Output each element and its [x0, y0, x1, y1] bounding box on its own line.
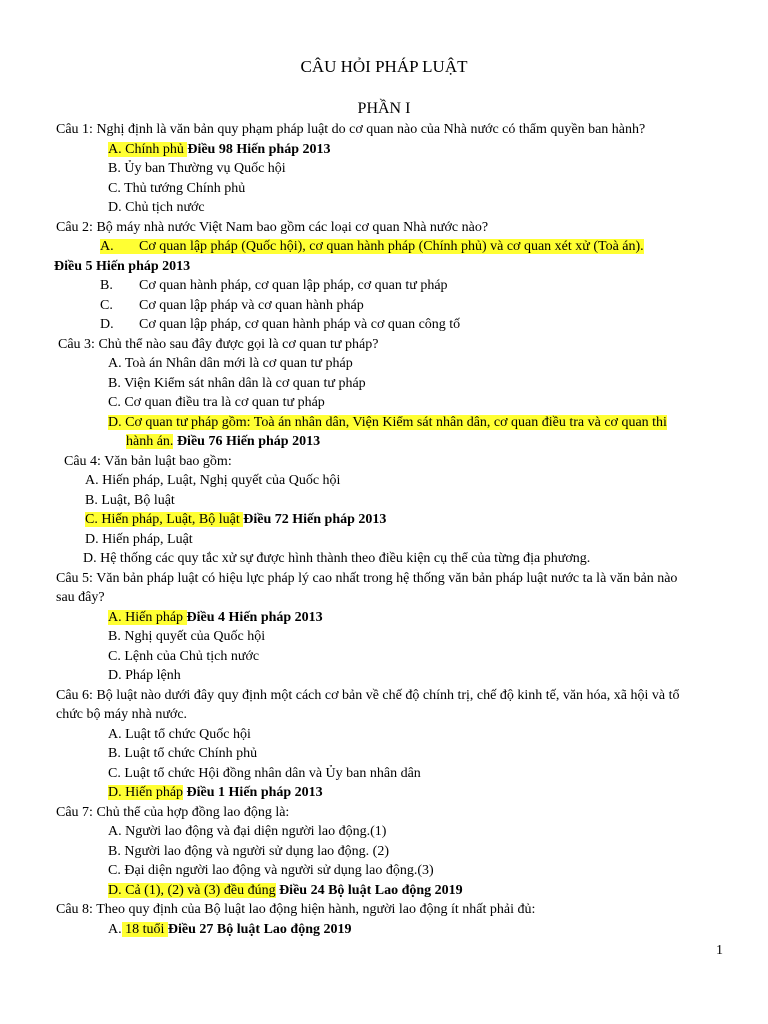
q2-answer-a: [56, 237, 736, 257]
legal-reference: Điều 5 Hiến pháp 2013: [54, 258, 191, 274]
q6-answer-b: B. Luật tổ chức Chính phủ: [108, 746, 258, 761]
q6-answer-a: A. Luật tổ chức Quốc hội: [108, 726, 251, 742]
legal-reference: Điều 24 Bộ luật Lao động 2019: [275, 882, 463, 898]
question-4: Câu 4: Văn bản luật bao gồm:: [64, 453, 232, 469]
question-5: Câu 5: Văn bản pháp luật có hiệu lực pháp lý cao nhất trong hệ thống văn bản pháp luật nước ta là văn bản nào: [56, 570, 678, 586]
q7-answer-b: B. Người lao động và người sử dụng lao động. (2): [108, 843, 389, 859]
question-1: Câu 1: Nghị định là văn bản quy phạm pháp luật do cơ quan nào của Nhà nước có thẩm quyền ban hành?: [56, 122, 646, 137]
answer-label: D.: [100, 317, 114, 332]
legal-reference: Điều 98 Hiến pháp 2013: [187, 141, 331, 157]
q2-answer-c: [56, 296, 736, 316]
answer-label: B.: [100, 278, 113, 293]
correct-answer-highlight: C. Hiến pháp, Luật, Bộ luật: [85, 512, 244, 527]
q2-answer-d: [56, 315, 736, 335]
q1-answer-a: [56, 140, 736, 160]
correct-answer-highlight: A. Chính phủ: [108, 141, 188, 157]
q1-answer-d: D. Chủ tịch nước: [108, 200, 205, 215]
q3-answer-b: B. Viện Kiểm sát nhân dân là cơ quan tư pháp: [108, 375, 366, 391]
answer-text: Cơ quan lập pháp và cơ quan hành pháp: [139, 297, 364, 313]
legal-reference: Điều 72 Hiến pháp 2013: [243, 512, 387, 527]
page-number: 1: [716, 943, 723, 958]
correct-answer-highlight: D. Hiến pháp: [108, 785, 184, 800]
correct-answer-highlight: 18 tuổi: [121, 921, 168, 937]
question-6: Câu 6: Bộ luật nào dưới đây quy định một cách cơ bản về chế độ chính trị, chế độ kinh tế, văn hóa, xã hội và tổ: [56, 687, 680, 703]
q5-answer-b: B. Nghị quyết của Quốc hội: [108, 629, 266, 644]
q3-answer-d-cont: [56, 432, 736, 452]
legal-reference: Điều 4 Hiến pháp 2013: [186, 609, 323, 625]
q3-answer-a: A. Toà án Nhân dân mới là cơ quan tư pháp: [108, 356, 353, 371]
correct-answer-highlight: [100, 239, 644, 254]
q7-answer-a: A. Người lao động và đại diện người lao động.(1): [108, 824, 387, 839]
question-6-cont: chức bộ máy nhà nước.: [56, 707, 188, 722]
q7-answer-c: C. Đại diện người lao động và người sử dụng lao động.(3): [108, 863, 434, 878]
answer-label: C.: [100, 297, 113, 313]
legal-reference: Điều 76 Hiến pháp 2013: [173, 434, 321, 449]
q5-answer-c: C. Lệnh của Chủ tịch nước: [108, 648, 260, 664]
q4-answer-e: D. Hệ thống các quy tắc xử sự được hình thành theo điều kiện cụ thể của từng địa phương.: [83, 551, 591, 566]
q4-answer-b: B. Luật, Bộ luật: [85, 492, 175, 508]
answer-text: Cơ quan hành pháp, cơ quan lập pháp, cơ quan tư pháp: [139, 278, 448, 293]
q5-answer-d: D. Pháp lệnh: [108, 668, 181, 683]
question-2: Câu 2: Bộ máy nhà nước Việt Nam bao gồm các loại cơ quan Nhà nước nào?: [56, 219, 489, 235]
q3-answer-d: [56, 413, 736, 433]
question-3: Câu 3: Chủ thể nào sau đây được gọi là cơ quan tư pháp?: [58, 336, 379, 352]
part-heading: PHẦN I: [357, 100, 411, 117]
q8-answer-a: [56, 920, 736, 940]
question-8: Câu 8: Theo quy định của Bộ luật lao động hiện hành, người lao động ít nhất phải đủ:: [56, 902, 536, 917]
correct-answer-highlight: D. Cơ quan tư pháp gồm: Toà án nhân dân, Viện Kiểm sát nhân dân, cơ quan điều tra và cơ quan thi: [108, 414, 667, 430]
q7-answer-d: [56, 881, 736, 901]
q4-answer-c: [56, 510, 736, 530]
answer-label: A.: [108, 921, 122, 937]
page-title: CÂU HỎI PHÁP LUẬT: [300, 57, 468, 76]
legal-reference: Điều 27 Bộ luật Lao động 2019: [167, 921, 352, 937]
q1-answer-b: B. Ủy ban Thường vụ Quốc hội: [108, 161, 286, 176]
correct-answer-highlight: A. Hiến pháp: [108, 609, 187, 625]
q4-answer-d: D. Hiến pháp, Luật: [85, 531, 193, 547]
question-7: Câu 7: Chủ thể của hợp đồng lao động là:: [56, 804, 290, 820]
q4-answer-a: A. Hiến pháp, Luật, Nghị quyết của Quốc hội: [85, 473, 341, 488]
q6-answer-d: [56, 783, 736, 803]
question-list: [56, 120, 736, 939]
legal-reference: Điều 1 Hiến pháp 2013: [183, 785, 323, 800]
q2-answer-b: [56, 276, 736, 296]
answer-label: A.: [100, 239, 114, 254]
q3-answer-c: C. Cơ quan điều tra là cơ quan tư pháp: [108, 395, 325, 410]
answer-text: Cơ quan lập pháp (Quốc hội), cơ quan hành pháp (Chính phủ) và cơ quan xét xử (Toà án).: [139, 239, 644, 254]
q5-answer-a: [56, 608, 736, 628]
correct-answer-highlight: D. Cả (1), (2) và (3) đều đúng: [108, 882, 276, 898]
q1-answer-c: C. Thủ tướng Chính phủ: [108, 180, 246, 196]
correct-answer-highlight: hành án.: [126, 434, 174, 449]
answer-text: Cơ quan lập pháp, cơ quan hành pháp và cơ quan công tố: [139, 317, 461, 332]
q6-answer-c: C. Luật tổ chức Hội đồng nhân dân và Ủy ban nhân dân: [108, 765, 421, 781]
question-5-cont: sau đây?: [56, 590, 105, 605]
